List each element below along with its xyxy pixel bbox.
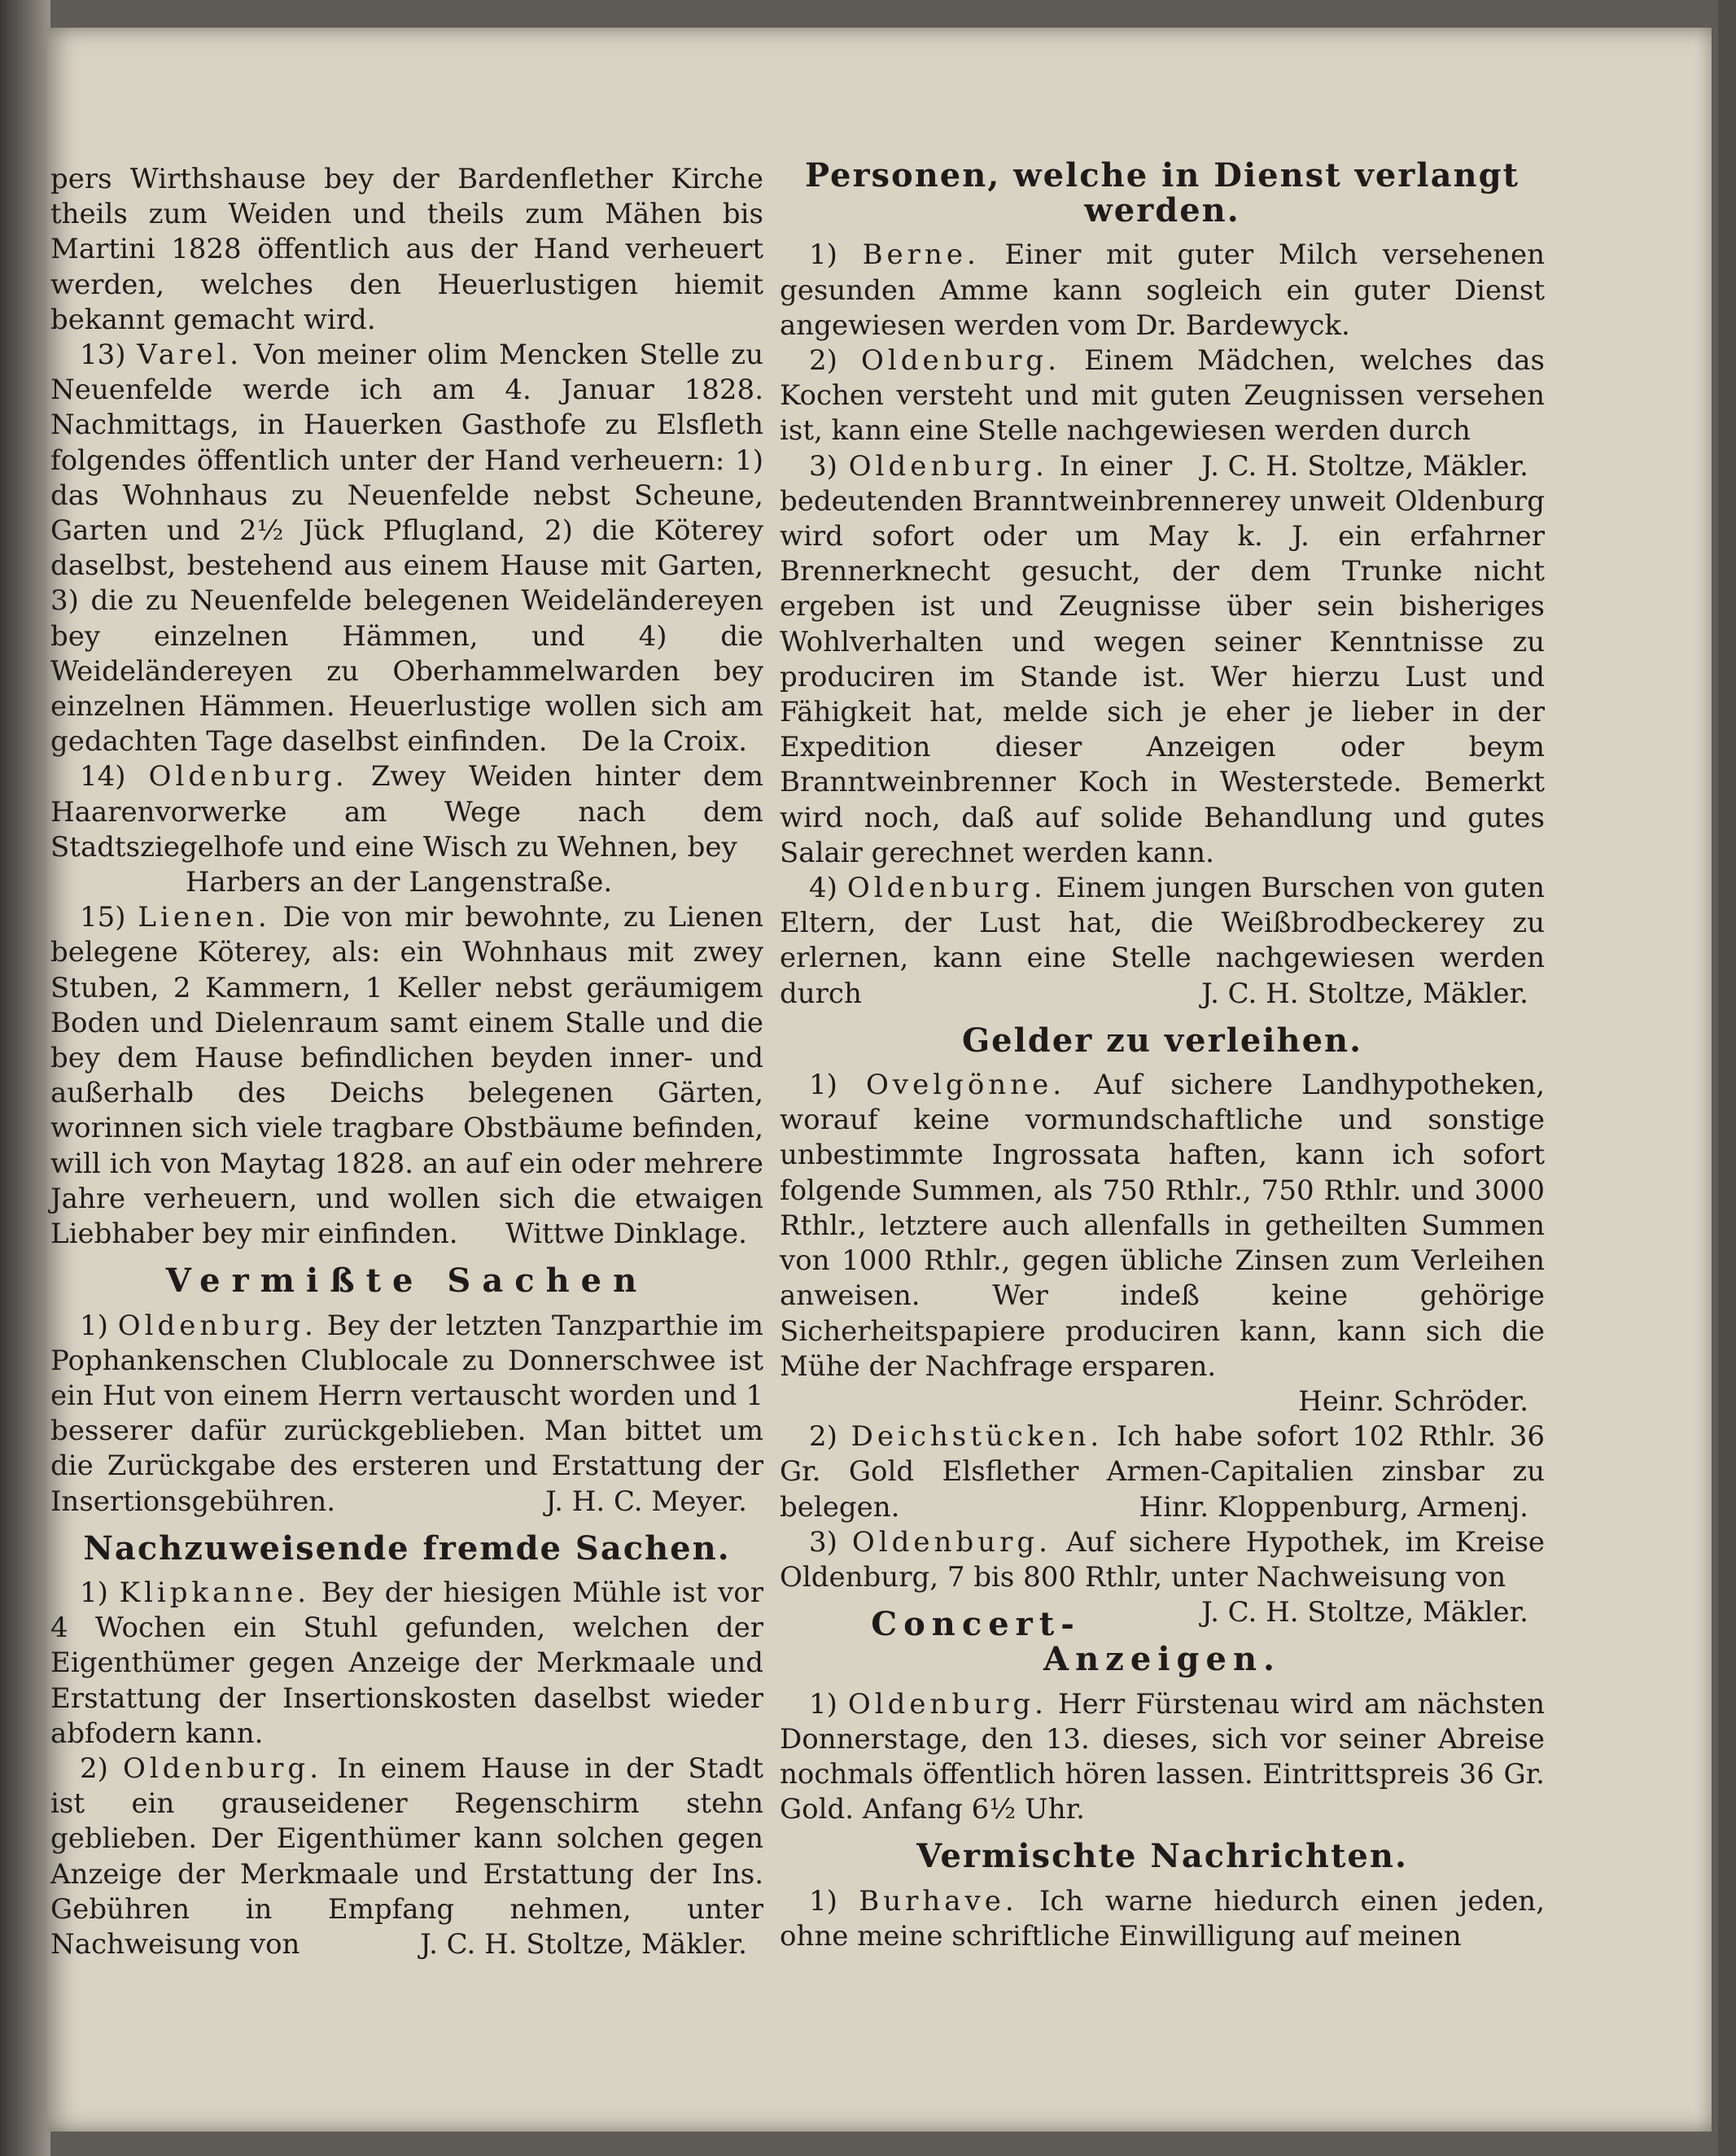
section-heading-vermischte-nachrichten: Vermischte Nachrichten. xyxy=(916,1837,1408,1876)
item-text: Einem jungen Burschen von guten Eltern, der Lust hat, die Weißbrodbeckerey zu erlernen, kann eine Stelle nachgewiesen werden durch xyxy=(780,872,1545,1010)
item-place: Burhave. xyxy=(859,1884,1018,1918)
item-place: Lienen. xyxy=(138,901,271,934)
listing-item xyxy=(780,1687,1545,1828)
listing-item xyxy=(50,1751,763,1962)
item-number: 1) xyxy=(80,1309,108,1342)
item-text: Ich habe sofort 102 Rthlr. 36 Gr. Gold Elsflether Armen-Capitalien zinsbar zu belegen. xyxy=(780,1420,1545,1524)
right-column xyxy=(780,158,1545,1954)
item-signature: Wittwe Dinklage. xyxy=(505,1218,747,1251)
item-number: 4) xyxy=(809,872,837,905)
item-signature: Harbers an der Langenstraße. xyxy=(185,866,613,899)
item-number: 1) xyxy=(809,1069,837,1102)
left-column xyxy=(50,162,763,1962)
intro-paragraph: pers Wirthshause bey der Bardenflether Kirche theils zum Weiden und theils zum Mähen bis Martini 1828 öffentlich aus der Hand verheuert werden, welches den Heuerlustigen hiemit bekannt gemacht wird. xyxy=(50,163,763,336)
item-text: Zwey Weiden hinter dem Haarenvorwerke am Wege nach dem Stadtsziegelhofe und eine Wisch zu Wehnen, bey xyxy=(50,760,764,864)
item-place: Berne. xyxy=(862,238,980,272)
listing-item xyxy=(780,1068,1545,1419)
item-place: Oldenburg. xyxy=(851,1525,1052,1559)
item-place: Deichstücken. xyxy=(851,1420,1104,1454)
item-number: 13) xyxy=(80,339,126,372)
listing-item xyxy=(780,238,1545,343)
item-text: Ich warne hiedurch einen jeden, ohne meine schriftliche Einwilligung auf meinen xyxy=(780,1884,1546,1953)
item-signature: J. H. C. Meyer. xyxy=(545,1485,747,1518)
item-text: Bey der hiesigen Mühle ist vor 4 Wochen ein Stuhl gefunden, welchen der Eigenthümer gegen Anzeige der Merkmaale und Erstattung der Insertionskosten daselbst wieder abfodern kann. xyxy=(50,1576,763,1750)
item-signature: J. C. H. Stoltze, Mäkler. xyxy=(1201,977,1528,1010)
item-place: Ovelgönne. xyxy=(865,1069,1066,1102)
item-text: Herr Fürstenau wird am nächsten Donnerstage, den 13. dieses, sich vor seiner Abreise nochmals öffentlich hören lassen. Eintrittspreis 36 Gr. Gold. Anfang 6½ Uhr. xyxy=(780,1687,1545,1826)
item-place: Varel. xyxy=(137,339,243,372)
item-place: Oldenburg. xyxy=(860,344,1061,378)
item-number: 2) xyxy=(809,1420,837,1454)
item-signature: De la Croix. xyxy=(581,725,747,759)
item-number: 1) xyxy=(80,1576,108,1609)
book-binding xyxy=(0,0,50,2156)
item-number: 1) xyxy=(809,1884,837,1918)
item-text: Auf sichere Landhypotheken, worauf keine vormundschaftliche und sonstige unbestimmte Ingrossata haften, kann ich sofort folgende Summen, als 750 Rthlr., 750 Rthlr. und 3000 Rthlr., letztere auch allenfalls in getheilten Summen von 1000 Rthlr., gegen übliche Zinsen zum Verleihen anweisen. Wer indeß keine gehörige Sicherheitspapiere produciren kann, kann sich die Mühe der Nachfrage ersparen. xyxy=(780,1069,1546,1383)
item-place: Oldenburg. xyxy=(122,1751,323,1785)
listing-item xyxy=(780,343,1545,483)
section-heading-vermisste-sachen: Vermißte Sachen xyxy=(165,1262,649,1301)
item-text: Die von mir bewohnte, zu Lienen belegene Köterey, als: ein Wohnhaus mit zwey Stuben, 2 Kammern, 1 Keller nebst geräumigem Boden und Dielenraum samt einem Stalle und die bey dem Hause befindlichen beyden inner- und außerhalb des Deichs belegenen Gärten, worinnen sich viele tragbare Obstbäume befinden, will ich von Maytag 1828. an auf ein oder mehrere Jahre verheuern, und wollen sich die etwaigen Liebhaber bey mir einfinden. xyxy=(50,901,764,1251)
section-heading-fremde-sachen: Nachzuweisende fremde Sachen. xyxy=(83,1528,731,1568)
item-place: Oldenburg. xyxy=(847,1687,1047,1721)
item-text: Auf sichere Hypothek, im Kreise Oldenburg, 7 bis 800 Rthlr, unter Nachweisung von xyxy=(780,1525,1546,1594)
section-heading-gelder: Gelder zu verleihen. xyxy=(961,1021,1363,1060)
item-place: Oldenburg. xyxy=(148,760,348,794)
section-heading-personen: Personen, welche in Dienst verlangt werden. xyxy=(804,156,1520,230)
item-text: In einem Hause in der Stadt ist ein grauseidener Regenschirm stehn geblieben. Der Eigenthümer kann solchen gegen Anzeige der Merkmaale und Erstattung der Ins. Gebühren in Empfang nehmen, unter Nachweisung von xyxy=(50,1751,763,1961)
listing-item xyxy=(50,1576,763,1751)
item-signature: Heinr. Schröder. xyxy=(1298,1384,1528,1418)
item-number: 3) xyxy=(809,449,837,483)
item-text: Von meiner olim Mencken Stelle zu Neuenfelde werde ich am 4. Januar 1828. Nachmittags, in Hauerken Gasthofe zu Elsfleth folgendes öffentlich unter der Hand verheuern: 1) das Wohnhaus zu Neuenfelde nebst Scheune, Garten und 2½ Jück Pflugland, 2) die Köterey daselbst, bestehend aus einem Hause mit Garten, 3) die zu Neuenfelde belegenen Weideländereyen bey einzelnen Hämmen, und 4) die Weideländereyen zu Oberhammelwarden bey einzelnen Hämmen. Heuerlustige wollen sich am gedachten Tage daselbst einfinden. xyxy=(50,339,763,759)
item-number: 1) xyxy=(809,1687,837,1721)
item-number: 15) xyxy=(80,901,126,934)
item-text: Einer mit guter Milch versehenen gesunden Amme kann sogleich ein guter Dienst angewiesen werden vom Dr. Bardewyck. xyxy=(780,238,1546,342)
listing-item-14 xyxy=(50,759,763,900)
item-number: 2) xyxy=(80,1751,108,1785)
page-edge xyxy=(1718,0,1736,2156)
item-number: 2) xyxy=(809,344,837,378)
item-signature: J. C. H. Stoltze, Mäkler. xyxy=(1201,1596,1528,1629)
listing-item xyxy=(780,1884,1545,1954)
item-text: In einer bedeutenden Branntweinbrennerey unweit Oldenburg wird sofort oder um May k. J. ein erfahrner Brennerknecht gesucht, der dem Trunke nicht ergeben ist und Zeugnisse über sein bisheriges Wohlverhalten und wegen seiner Kenntnisse zu produciren im Stande ist. Wer hierzu Lust und Fähigkeit hat, melde sich je eher je lieber in der Expedition dieser Anzeigen oder beym Branntweinbrenner Koch in Westerstede. Bemerkt wird noch, daß auf solide Behandlung und gutes Salair gerechnet werden kann. xyxy=(780,449,1545,869)
item-place: Oldenburg. xyxy=(848,449,1048,483)
item-signature: Hinr. Kloppenburg, Armenj. xyxy=(1139,1490,1528,1524)
item-signature: J. C. H. Stoltze, Mäkler. xyxy=(420,1927,747,1961)
listing-item xyxy=(780,871,1545,1012)
item-number: 3) xyxy=(809,1525,837,1559)
listing-item xyxy=(50,1309,763,1520)
listing-item-13 xyxy=(50,338,763,759)
document-page xyxy=(47,28,1712,2132)
listing-item xyxy=(780,449,1545,871)
item-place: Klipkanne. xyxy=(119,1576,311,1609)
item-text: Bey der letzten Tanzparthie im Pophankenschen Clublocale zu Donnerschwee ist ein Hut von einem Herrn vertauscht worden und 1 besserer dafür zurückgeblieben. Man bittet um die Zurückgabe des ersteren und Erstattung der Insertionsgebühren. xyxy=(50,1309,764,1518)
item-text: Einem Mädchen, welches das Kochen versteht und mit guten Zeugnissen versehen ist, kann eine Stelle nachgewiesen werden durch xyxy=(780,344,1545,448)
item-place: Oldenburg. xyxy=(117,1309,317,1342)
item-signature: J. C. H. Stoltze, Mäkler. xyxy=(1201,449,1528,483)
item-number: 14) xyxy=(80,760,126,794)
listing-item xyxy=(780,1419,1545,1525)
listing-item xyxy=(780,1525,1546,1629)
item-number: 1) xyxy=(809,238,837,272)
item-place: Oldenburg. xyxy=(846,872,1047,905)
section-heading-concert: Concert-Anzeigen. xyxy=(871,1605,1281,1679)
listing-item-15 xyxy=(50,900,763,1252)
